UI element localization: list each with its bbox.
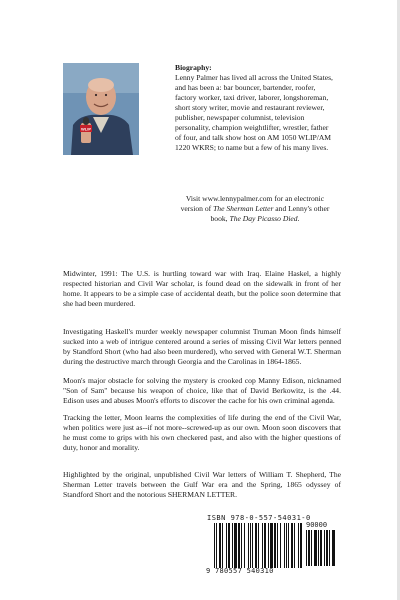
author-photo	[63, 63, 139, 155]
price-code: 90000	[306, 521, 328, 529]
biography	[175, 63, 333, 153]
synopsis-paragraph-2: Investigating Haskell's murder weekly newspaper columnist Truman Moon finds himself sucked into a web of intrigue centered around a series of missing Civil War letters penned by Standford Short (who had also been murdered), who served with General W.T. Sherman during the destructive march through Georgia and the Carolinas in 1864-1865.	[63, 327, 341, 366]
book-title-2: The Day Picasso Died	[229, 214, 298, 223]
microphone-label: WLIP	[81, 126, 91, 132]
isbn-label: ISBN 978-0-557-54031-0	[207, 514, 311, 522]
book-title-1: The Sherman Letter	[213, 204, 274, 213]
barcode-bars	[214, 523, 302, 568]
barcode-digits: 780557 540310	[215, 567, 274, 575]
visit-prefix: Visit www.lennypalmer.com for an electronic version of	[180, 194, 325, 213]
barcode	[206, 523, 338, 575]
biography-heading: Biography:	[175, 63, 212, 72]
visit-middle: and Lenny's other book,	[210, 204, 330, 223]
website-note	[175, 194, 335, 224]
visit-suffix: .	[297, 214, 300, 223]
barcode-lead-digit: 9	[206, 567, 211, 575]
synopsis-paragraph-4: Tracking the letter, Moon learns the complexities of life during the end of the Civil War, when politics were just as--if not more--screwed-up as our own. Moon soon discovers that he must come to grips with his own checkered past, and also with the higher questions of duty, honor and morality.	[63, 413, 341, 452]
price-barcode-bars	[306, 530, 336, 566]
synopsis-paragraph-1: Midwinter, 1991: The U.S. is hurtling toward war with Iraq. Elaine Haskel, a highly respected historian and Civil War scholar, is found dead on the sidewalk in front of her home. It appears to be a simple case of accidental death, but the police soon determine that she had been murdered.	[63, 269, 341, 308]
synopsis-paragraph-3: Moon's major obstacle for solving the mystery is crooked cop Manny Edison, nicknamed "Son of Sam" because his weapon of choice, like that of David Berkowitz, is the .44. Edison uses and abuses Moon's efforts to discover the cache for his own criminal agenda.	[63, 376, 341, 405]
synopsis-paragraph-5: Highlighted by the original, unpublished Civil War letters of William T. Shepherd, The Sherman Letter travels between the Gulf War era and the Spring, 1865 odyssey of Standford Short and the notorious SHERMAN LETTER.	[63, 470, 341, 499]
biography-text: Lenny Palmer has lived all across the United States, and has been a: bar bouncer, bartender, roofer, factory worker, taxi driver, laborer, longshoreman, short story writer, movie and restaurant reviewer, publisher, newspaper columnist, television personality, champion weightlifter, wrestler, father of four, and talk show host on AM 1050 WLIP/AM 1220 WKRS; to name but a few of his many lives.	[175, 73, 333, 152]
